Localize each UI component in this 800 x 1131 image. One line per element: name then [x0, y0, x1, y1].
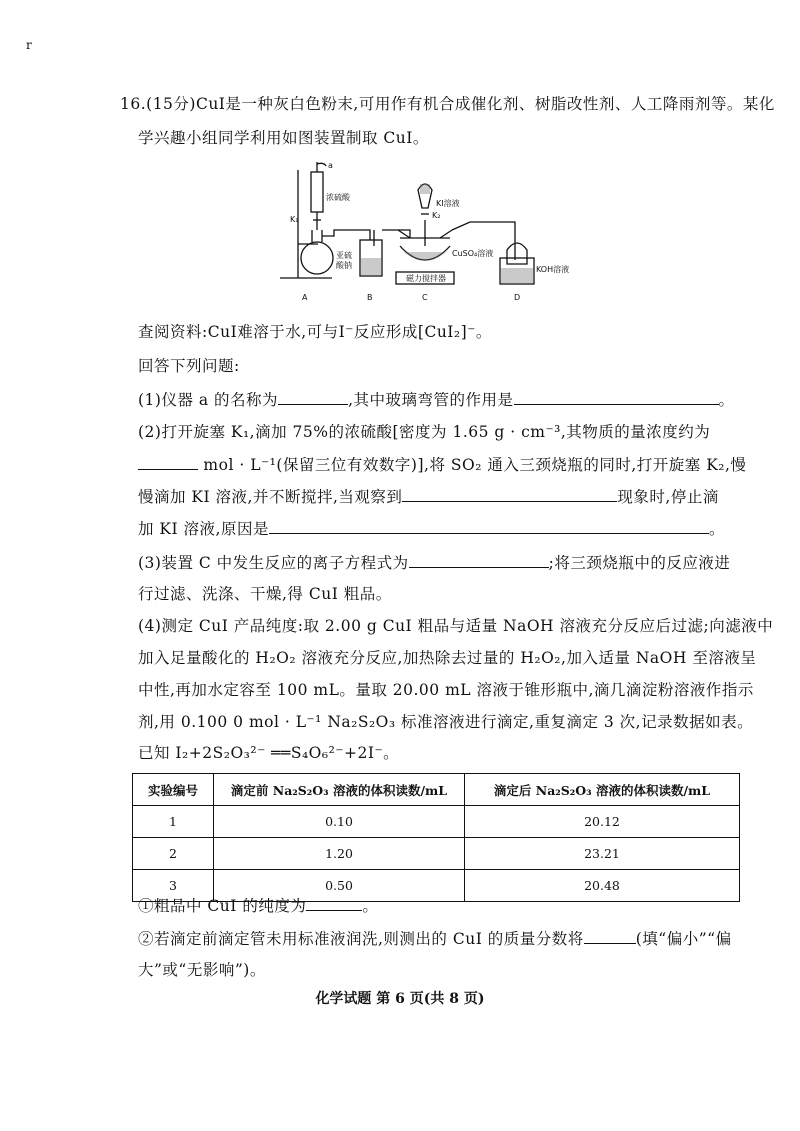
- q4-line1: (4)测定 CuI 产品纯度:取 2.00 g CuI 粗品与适量 NaOH 溶液充分反应后过滤;向滤液中: [138, 617, 774, 635]
- table-cell: 20.48: [465, 870, 740, 902]
- table-row: [133, 838, 740, 870]
- label-D: D: [514, 293, 521, 302]
- q2-line2: [138, 453, 746, 477]
- dropping-funnel-a: [311, 172, 323, 212]
- table-header-cell: 滴定前 Na₂S₂O₃ 溶液的体积读数/mL: [214, 774, 465, 806]
- q2-blank-concentration: [138, 453, 198, 470]
- label-B: B: [367, 293, 373, 302]
- label-salt2: 酸钠: [336, 261, 352, 270]
- sub1-end: 。: [362, 897, 379, 915]
- sub2-line1: [138, 927, 732, 951]
- q3-l1-pre: (3)装置 C 中发生反应的离子方程式为: [138, 554, 409, 572]
- label-acid: 浓硫酸: [326, 193, 350, 202]
- apparatus-diagram: [270, 160, 590, 310]
- table-cell: 2: [133, 838, 214, 870]
- label-a: a: [328, 161, 333, 170]
- info-line: 查阅资料:CuI难溶于水,可与I⁻反应形成[CuI₂]⁻。: [138, 323, 492, 341]
- label-stirrer: 磁力搅拌器: [406, 274, 446, 283]
- label-A: A: [302, 293, 308, 302]
- flask-a: [301, 242, 333, 274]
- q2-l4-pre: 加 KI 溶液,原因是: [138, 520, 269, 538]
- sub1-blank-purity: [306, 894, 362, 911]
- table-cell: 0.10: [214, 806, 465, 838]
- corner-mark: r: [26, 38, 32, 52]
- table-cell: 3: [133, 870, 214, 902]
- q1-blank-function: [514, 388, 719, 405]
- label-koh: KOH溶液: [536, 265, 570, 274]
- q1-blank-name: [278, 388, 348, 405]
- q1-line: [138, 388, 735, 412]
- q4-line4: 剂,用 0.100 0 mol · L⁻¹ Na₂S₂O₃ 标准溶液进行滴定,重复滴定 3 次,记录数据如表。: [138, 713, 754, 731]
- label-salt1: 亚硫: [336, 251, 352, 260]
- table-cell: 20.12: [465, 806, 740, 838]
- sub2-blank-effect: [584, 927, 636, 944]
- q3-line1: [138, 551, 730, 575]
- label-C: C: [422, 293, 428, 302]
- q4-line2: 加入足量酸化的 H₂O₂ 溶液充分反应,加热除去过量的 H₂O₂,加入适量 NaOH 至溶液呈: [138, 649, 757, 667]
- table-header-cell: 滴定后 Na₂S₂O₃ 溶液的体积读数/mL: [465, 774, 740, 806]
- q3-blank-equation: [409, 551, 549, 568]
- q2-blank-reason: [269, 517, 709, 534]
- q2-l3-pre: 慢滴加 KI 溶液,并不断搅拌,当观察到: [138, 488, 403, 506]
- label-ki: KI溶液: [436, 199, 460, 208]
- q1-mid: ,其中玻璃弯管的作用是: [348, 391, 514, 409]
- sub2-l1-post: (填“偏小”“偏: [635, 930, 732, 948]
- sub2-l1-pre: ②若滴定前滴定管未用标准液润洗,则测出的 CuI 的质量分数将: [138, 930, 584, 948]
- q4-known: 已知 I₂+2S₂O₃²⁻ ══S₄O₆²⁻+2I⁻。: [138, 744, 400, 762]
- table-row: [133, 806, 740, 838]
- q2-blank-phenomenon: [402, 485, 617, 502]
- q3-line2: 行过滤、洗涤、干燥,得 CuI 粗品。: [138, 585, 392, 603]
- table-cell: 1: [133, 806, 214, 838]
- q2-line4: [138, 517, 725, 541]
- sub1-line: [138, 894, 378, 918]
- q1-end: 。: [718, 391, 735, 409]
- sub2-line2: 大”或“无影响”)。: [138, 961, 266, 979]
- table-cell: 0.50: [214, 870, 465, 902]
- question-intro-line2: 学兴趣小组同学利用如图装置制取 CuI。: [138, 129, 429, 147]
- table-header-cell: 实验编号: [133, 774, 214, 806]
- q2-l2-post: mol · L⁻¹(保留三位有效数字)],将 SO₂ 通入三颈烧瓶的同时,打开旋塞 K₂,慢: [198, 456, 747, 474]
- q2-l4-end: 。: [708, 520, 725, 538]
- sub1-pre: ①粗品中 CuI 的纯度为: [138, 897, 307, 915]
- answer-prompt: 回答下列问题:: [138, 357, 240, 375]
- label-k2: K₂: [432, 211, 441, 220]
- titration-table: [132, 773, 740, 902]
- table-cell: 23.21: [465, 838, 740, 870]
- question-intro-line1: 16.(15分)CuI是一种灰白色粉末,可用作有机合成催化剂、树脂改性剂、人工降雨剂等。某化: [120, 95, 775, 113]
- q4-line3: 中性,再加水定容至 100 mL。量取 20.00 mL 溶液于锥形瓶中,滴几滴淀粉溶液作指示: [138, 681, 754, 699]
- table-header-row: [133, 774, 740, 806]
- q2-l3-post: 现象时,停止滴: [617, 488, 719, 506]
- q1-pre: (1)仪器 a 的名称为: [138, 391, 279, 409]
- q2-line1: (2)打开旋塞 K₁,滴加 75%的浓硫酸[密度为 1.65 g · cm⁻³,其物质的量浓度约为: [138, 423, 711, 441]
- table-cell: 1.20: [214, 838, 465, 870]
- page-footer: 化学试题 第 6 页(共 8 页): [315, 991, 485, 1007]
- q3-l1-post: ;将三颈烧瓶中的反应液进: [548, 554, 731, 572]
- label-k1: K₁: [290, 215, 299, 224]
- label-cuso4: CuSO₄溶液: [452, 249, 494, 258]
- q2-line3: [138, 485, 719, 509]
